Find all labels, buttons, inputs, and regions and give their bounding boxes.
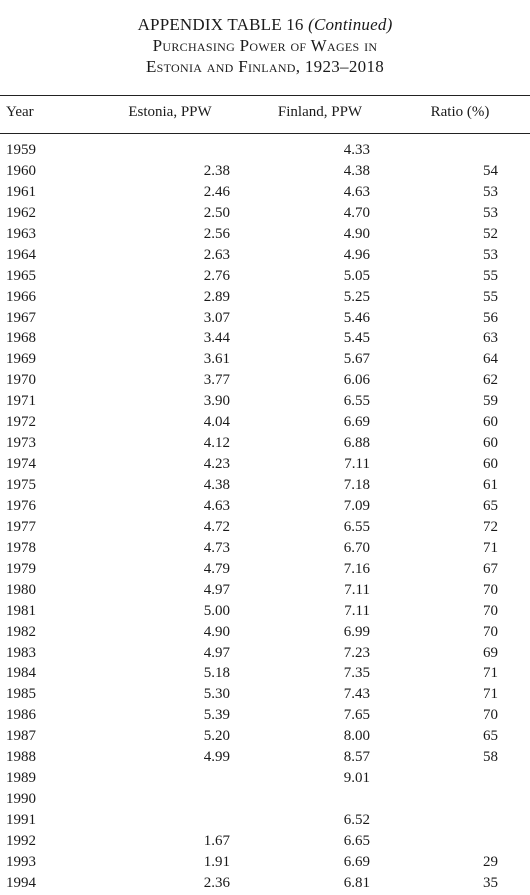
cell-year: 1981	[6, 602, 36, 619]
table-row	[0, 811, 530, 832]
title-line-2: Purchasing Power of Wages in	[152, 36, 378, 55]
cell-year: 1977	[6, 518, 36, 535]
table-body	[0, 141, 530, 895]
table-row	[0, 455, 530, 476]
cell-finland-ppw: 6.55	[343, 393, 370, 410]
cell-year: 1970	[6, 372, 36, 389]
cell-finland-ppw: 5.67	[343, 351, 370, 368]
table-row	[0, 371, 530, 392]
cell-year: 1988	[6, 749, 36, 766]
table-row	[0, 413, 530, 434]
table-row	[0, 392, 530, 413]
cell-ratio: 67	[483, 560, 498, 577]
cell-finland-ppw: 8.57	[343, 749, 370, 766]
table-row	[0, 497, 530, 518]
cell-finland-ppw: 7.35	[343, 665, 370, 682]
cell-finland-ppw: 6.55	[343, 518, 370, 535]
cell-estonia-ppw: 4.73	[203, 539, 230, 556]
cell-estonia-ppw: 2.56	[203, 225, 230, 242]
cell-finland-ppw: 7.65	[343, 707, 370, 724]
table-row	[0, 602, 530, 623]
cell-year: 1980	[6, 581, 36, 598]
cell-year: 1984	[6, 665, 36, 682]
table-row	[0, 518, 530, 539]
table-row	[0, 790, 530, 811]
cell-estonia-ppw: 5.18	[203, 665, 230, 682]
cell-year: 1969	[6, 351, 36, 368]
cell-finland-ppw: 7.09	[343, 497, 370, 514]
cell-estonia-ppw: 5.00	[203, 602, 230, 619]
cell-finland-ppw: 7.43	[343, 686, 370, 703]
table-row	[0, 162, 530, 183]
cell-finland-ppw: 4.38	[343, 162, 370, 179]
cell-ratio: 59	[483, 393, 498, 410]
cell-ratio: 53	[483, 204, 498, 221]
table-row	[0, 329, 530, 350]
cell-ratio: 55	[483, 267, 498, 284]
cell-finland-ppw: 7.16	[343, 560, 370, 577]
cell-estonia-ppw: 2.38	[203, 162, 230, 179]
table-row	[0, 350, 530, 371]
cell-finland-ppw: 7.11	[344, 602, 370, 619]
cell-estonia-ppw: 4.90	[203, 623, 230, 640]
cell-year: 1967	[6, 309, 36, 326]
cell-ratio: 35	[483, 874, 498, 891]
title-main: APPENDIX TABLE 16	[137, 15, 304, 34]
cell-year: 1982	[6, 623, 36, 640]
cell-year: 1990	[6, 791, 36, 808]
cell-ratio: 71	[483, 539, 498, 556]
cell-ratio: 60	[483, 414, 498, 431]
cell-year: 1993	[6, 853, 36, 870]
cell-estonia-ppw: 2.36	[203, 874, 230, 891]
cell-finland-ppw: 6.69	[343, 853, 370, 870]
cell-finland-ppw: 5.45	[343, 330, 370, 347]
table-row	[0, 560, 530, 581]
cell-estonia-ppw: 4.79	[203, 560, 230, 577]
cell-year: 1978	[6, 539, 36, 556]
cell-finland-ppw: 6.52	[343, 812, 370, 828]
cell-year: 1973	[6, 435, 36, 452]
cell-ratio: 65	[483, 728, 498, 745]
cell-year: 1985	[6, 686, 36, 703]
table-row	[0, 727, 530, 748]
table-row	[0, 539, 530, 560]
cell-ratio: 71	[483, 665, 498, 682]
table-row	[0, 267, 530, 288]
cell-ratio: 70	[483, 707, 498, 724]
cell-estonia-ppw: 4.23	[203, 456, 230, 473]
table-row	[0, 141, 530, 162]
cell-finland-ppw: 7.18	[343, 477, 370, 493]
cell-estonia-ppw: 5.39	[203, 707, 230, 724]
cell-year: 1960	[6, 162, 36, 179]
cell-ratio: 53	[483, 183, 498, 200]
cell-ratio: 56	[483, 309, 498, 326]
cell-year: 1979	[6, 560, 36, 577]
table-row	[0, 183, 530, 204]
cell-ratio: 65	[483, 497, 498, 514]
cell-ratio: 72	[483, 518, 498, 535]
cell-year: 1972	[6, 414, 36, 431]
cell-finland-ppw: 6.65	[343, 832, 370, 849]
cell-year: 1959	[6, 142, 36, 158]
table-header-rule	[0, 133, 530, 134]
cell-finland-ppw: 4.33	[343, 142, 370, 158]
table-row	[0, 853, 530, 874]
table-header-row	[0, 104, 530, 124]
cell-ratio: 62	[483, 372, 498, 389]
cell-estonia-ppw: 2.89	[203, 288, 230, 305]
cell-year: 1986	[6, 707, 36, 724]
cell-estonia-ppw: 4.97	[203, 581, 230, 598]
cell-ratio: 58	[483, 749, 498, 766]
cell-finland-ppw: 7.23	[343, 644, 370, 661]
cell-finland-ppw: 5.25	[343, 288, 370, 305]
table-row	[0, 874, 530, 895]
cell-year: 1974	[6, 456, 36, 473]
table-row	[0, 309, 530, 330]
cell-finland-ppw: 6.06	[343, 372, 370, 389]
cell-estonia-ppw: 3.77	[203, 372, 230, 389]
cell-estonia-ppw: 4.99	[203, 749, 230, 766]
table-row	[0, 748, 530, 769]
cell-finland-ppw: 7.11	[344, 581, 370, 598]
cell-year: 1989	[6, 770, 36, 787]
cell-finland-ppw: 4.90	[343, 225, 370, 242]
cell-estonia-ppw: 3.90	[203, 393, 230, 410]
table-row	[0, 246, 530, 267]
cell-ratio: 70	[483, 581, 498, 598]
cell-ratio: 60	[483, 435, 498, 452]
title-line-1	[0, 14, 530, 35]
cell-ratio: 63	[483, 330, 498, 347]
table-row	[0, 476, 530, 497]
cell-estonia-ppw: 1.91	[203, 853, 230, 870]
cell-year: 1983	[6, 644, 36, 661]
cell-estonia-ppw: 4.72	[203, 518, 230, 535]
cell-estonia-ppw: 1.67	[203, 832, 230, 849]
cell-ratio: 52	[483, 225, 498, 242]
cell-estonia-ppw: 5.30	[203, 686, 230, 703]
cell-estonia-ppw: 2.46	[203, 183, 230, 200]
table-row	[0, 581, 530, 602]
cell-year: 1962	[6, 204, 36, 221]
cell-year: 1992	[6, 832, 36, 849]
title-continued: (Continued)	[308, 15, 393, 34]
cell-year: 1991	[6, 812, 36, 828]
cell-finland-ppw: 5.05	[343, 267, 370, 284]
cell-finland-ppw: 7.11	[344, 456, 370, 473]
table-row	[0, 832, 530, 853]
cell-year: 1965	[6, 267, 36, 284]
cell-ratio: 29	[483, 853, 498, 870]
cell-estonia-ppw: 2.76	[203, 267, 230, 284]
table-row	[0, 685, 530, 706]
cell-estonia-ppw: 4.04	[203, 414, 230, 431]
table-title	[0, 14, 530, 77]
cell-year: 1961	[6, 183, 36, 200]
cell-ratio: 71	[483, 686, 498, 703]
table-row	[0, 664, 530, 685]
cell-finland-ppw: 6.81	[343, 874, 370, 891]
cell-year: 1968	[6, 330, 36, 347]
cell-finland-ppw: 8.00	[343, 728, 370, 745]
table-top-rule	[0, 95, 530, 96]
cell-year: 1963	[6, 225, 36, 242]
cell-estonia-ppw: 4.12	[203, 435, 230, 452]
cell-ratio: 64	[483, 351, 498, 368]
cell-ratio: 53	[483, 246, 498, 263]
cell-year: 1994	[6, 874, 36, 891]
cell-year: 1975	[6, 477, 36, 493]
header-ratio: Ratio (%)	[430, 104, 490, 120]
cell-finland-ppw: 6.99	[343, 623, 370, 640]
cell-estonia-ppw: 3.44	[203, 330, 230, 347]
table-row	[0, 288, 530, 309]
cell-finland-ppw: 6.88	[343, 435, 370, 452]
cell-finland-ppw: 9.01	[343, 770, 370, 787]
cell-ratio: 55	[483, 288, 498, 305]
cell-year: 1976	[6, 497, 36, 514]
cell-estonia-ppw: 3.07	[203, 309, 230, 326]
cell-ratio: 69	[483, 644, 498, 661]
header-year: Year	[6, 104, 34, 120]
cell-ratio: 70	[483, 623, 498, 640]
cell-finland-ppw: 5.46	[343, 309, 370, 326]
cell-ratio: 60	[483, 456, 498, 473]
cell-finland-ppw: 4.70	[343, 204, 370, 221]
title-line-3: Estonia and Finland, 1923–2018	[145, 57, 385, 76]
cell-year: 1966	[6, 288, 36, 305]
header-finland: Finland, PPW	[277, 104, 363, 120]
table-row	[0, 225, 530, 246]
table-row	[0, 204, 530, 225]
table-row	[0, 623, 530, 644]
cell-estonia-ppw: 5.20	[203, 728, 230, 745]
cell-estonia-ppw: 4.38	[203, 477, 230, 493]
cell-finland-ppw: 4.96	[343, 246, 370, 263]
cell-finland-ppw: 6.69	[343, 414, 370, 431]
cell-estonia-ppw: 3.61	[203, 351, 230, 368]
cell-ratio: 54	[483, 162, 498, 179]
cell-year: 1987	[6, 728, 36, 745]
cell-ratio: 61	[483, 477, 498, 493]
cell-estonia-ppw: 2.50	[203, 204, 230, 221]
table-row	[0, 706, 530, 727]
table-row	[0, 644, 530, 665]
table-row	[0, 434, 530, 455]
cell-estonia-ppw: 2.63	[203, 246, 230, 263]
cell-year: 1964	[6, 246, 36, 263]
cell-finland-ppw: 6.70	[343, 539, 370, 556]
cell-estonia-ppw: 4.63	[203, 497, 230, 514]
header-estonia: Estonia, PPW	[128, 104, 212, 120]
table-row	[0, 769, 530, 790]
cell-ratio: 70	[483, 602, 498, 619]
cell-estonia-ppw: 4.97	[203, 644, 230, 661]
cell-finland-ppw: 4.63	[343, 183, 370, 200]
cell-year: 1971	[6, 393, 36, 410]
